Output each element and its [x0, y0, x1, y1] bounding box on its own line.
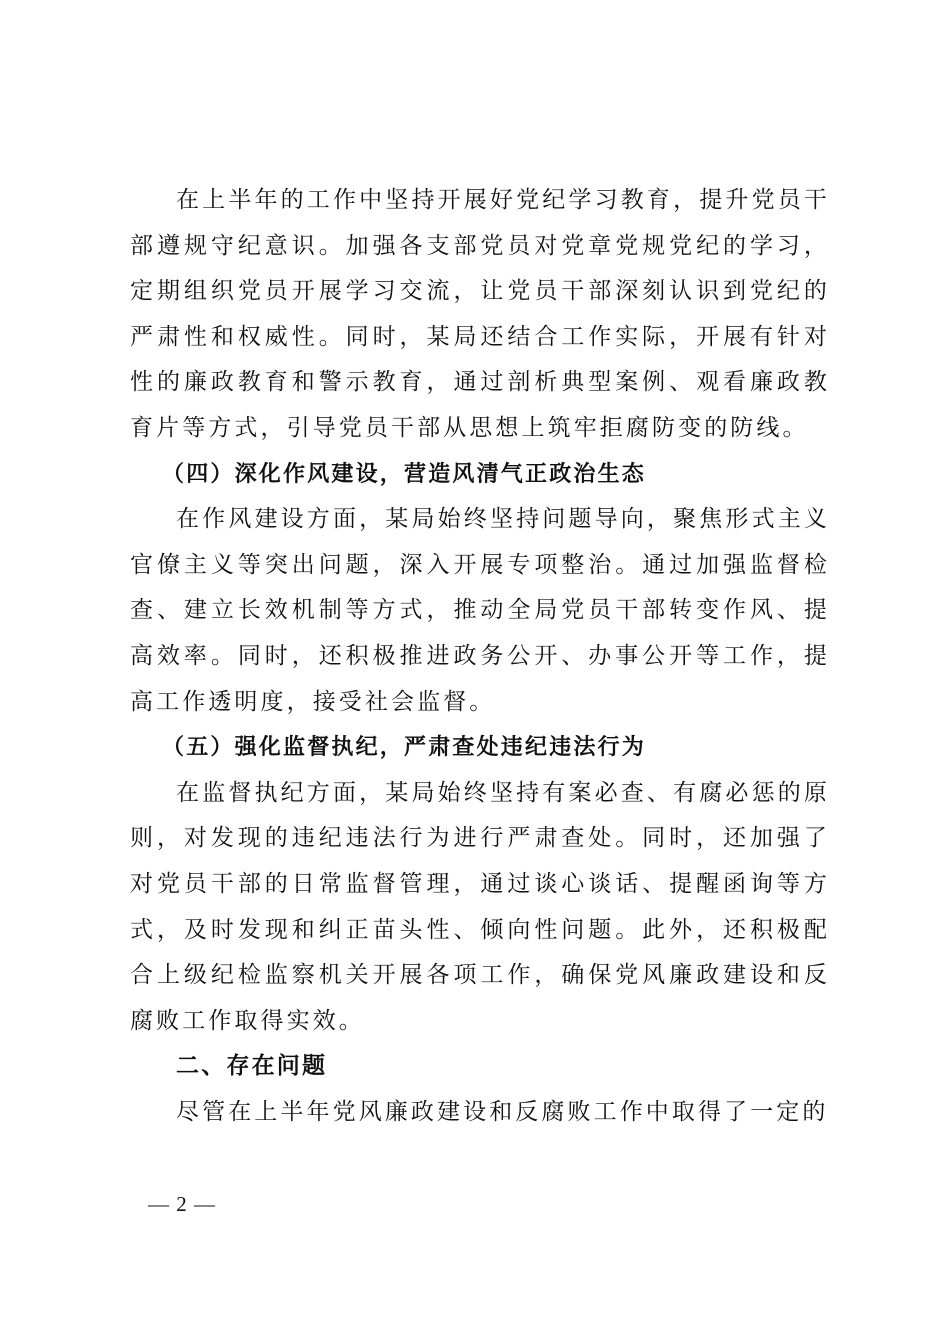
page-number: — 2 —: [148, 1192, 216, 1216]
paragraph-work-style: 在作风建设方面，某局始终坚持问题导向，聚焦形式主义官僚主义等突出问题，深入开展专项整治。通过加强监督检查、建立长效机制等方式，推动全局党员干部转变作风、提高效率。同时，还积极推进政务公开、办事公开等工作，提高工作透明度，接受社会监督。: [130, 506, 830, 715]
document-body: [130, 178, 830, 1135]
subheading-supervision: （五）强化监督执纪，严肃查处违纪违法行为: [162, 735, 647, 761]
section-heading-problems: 二、存在问题: [176, 1053, 328, 1080]
paragraph-party-discipline-education: 在上半年的工作中坚持开展好党纪学习教育，提升党员干部遵规守纪意识。加强各支部党员对党章党规党纪的学习，定期组织党员开展学习交流，让党员干部深刻认识到党纪的严肃性和权威性。同时，某局还结合工作实际，开展有针对性的廉政教育和警示教育，通过剖析典型案例、观看廉政教育片等方式，引导党员干部从思想上筑牢拒腐防变的防线。: [130, 187, 830, 441]
paragraph-supervision: 在监督执纪方面，某局始终坚持有案必查、有腐必惩的原则，对发现的违纪违法行为进行严肃查处。同时，还加强了对党员干部的日常监督管理，通过谈心谈话、提醒函询等方式，及时发现和纠正苗头性、倾向性问题。此外，还积极配合上级纪检监察机关开展各项工作，确保党风廉政建设和反腐败工作取得实效。: [130, 779, 830, 1034]
paragraph-problems-intro: 尽管在上半年党风廉政建设和反腐败工作中取得了一定的: [176, 1098, 829, 1125]
subheading-work-style: （四）深化作风建设，营造风清气正政治生态: [162, 461, 647, 487]
